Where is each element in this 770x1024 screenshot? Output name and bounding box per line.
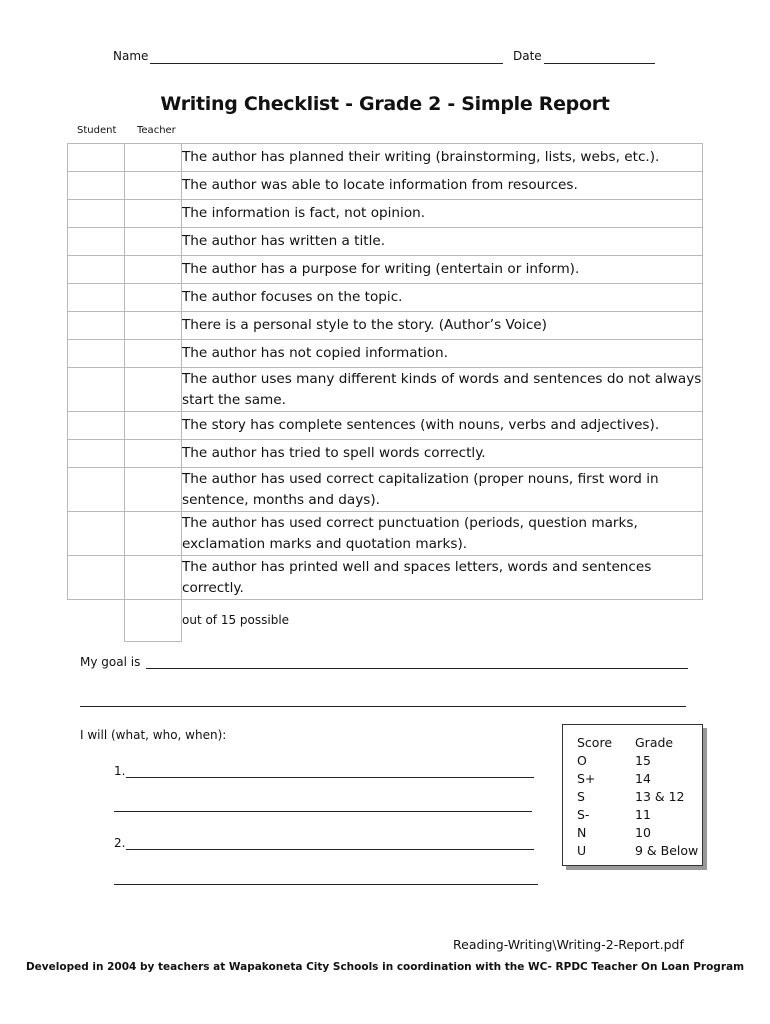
grade-value: 15 <box>635 753 651 768</box>
teacher-checkbox[interactable] <box>125 284 182 312</box>
score-header: Score <box>577 735 613 750</box>
criterion-text: The author has used correct punctuation (periods, question marks, exclamation marks and quotation marks). <box>182 512 703 556</box>
plan-item-2-line-2[interactable] <box>114 884 538 885</box>
student-checkbox[interactable] <box>68 368 125 412</box>
criterion-text: The author has printed well and spaces letters, words and sentences correctly. <box>182 556 703 600</box>
total-label: out of 15 possible <box>182 613 290 627</box>
student-checkbox[interactable] <box>68 340 125 368</box>
plan-item-1-line-2[interactable] <box>114 811 532 812</box>
grade-value: 13 & 12 <box>635 789 685 804</box>
plan-item-1-line[interactable] <box>126 777 534 778</box>
goal-line[interactable] <box>146 668 688 669</box>
date-field[interactable] <box>544 63 655 64</box>
goal-line-2[interactable] <box>80 706 686 707</box>
criterion-text: The author was able to locate information from resources. <box>182 172 703 200</box>
criterion-text: There is a personal style to the story. (Author’s Voice) <box>182 312 703 340</box>
criterion-text: The author focuses on the topic. <box>182 284 703 312</box>
grade-value: 9 & Below <box>635 843 699 858</box>
teacher-column-label: Teacher <box>137 125 176 136</box>
criterion-text: The information is fact, not opinion. <box>182 200 703 228</box>
goal-label: My goal is <box>80 655 141 669</box>
plan-item-1-label: 1. <box>114 764 126 778</box>
criterion-text: The author uses many different kinds of words and sentences do not always start the same. <box>182 368 703 412</box>
grade-value: 11 <box>635 807 651 822</box>
teacher-checkbox[interactable] <box>125 144 182 172</box>
criterion-text: The author has planned their writing (brainstorming, lists, webs, etc.). <box>182 144 703 172</box>
score-value: U <box>577 843 587 858</box>
name-label: Name <box>113 49 149 63</box>
student-checkbox[interactable] <box>68 200 125 228</box>
teacher-checkbox[interactable] <box>125 172 182 200</box>
teacher-checkbox[interactable] <box>125 256 182 284</box>
teacher-checkbox[interactable] <box>125 368 182 412</box>
table-row <box>68 440 703 468</box>
score-grade-table <box>562 724 703 866</box>
teacher-checkbox[interactable] <box>125 512 182 556</box>
checklist-table <box>67 143 703 642</box>
score-value: S <box>577 789 585 804</box>
score-value: N <box>577 825 587 840</box>
criterion-text: The story has complete sentences (with nouns, verbs and adjectives). <box>182 412 703 440</box>
file-path: Reading-Writing\Writing-2-Report.pdf <box>453 937 684 952</box>
student-checkbox[interactable] <box>68 144 125 172</box>
student-checkbox[interactable] <box>68 440 125 468</box>
teacher-checkbox[interactable] <box>125 556 182 600</box>
teacher-checkbox[interactable] <box>125 440 182 468</box>
grade-value: 14 <box>635 771 651 786</box>
criterion-text: The author has used correct capitalization (proper nouns, first word in sentence, months and days). <box>182 468 703 512</box>
plan-item-2-line[interactable] <box>126 849 534 850</box>
teacher-checkbox[interactable] <box>125 412 182 440</box>
criterion-text: The author has tried to spell words correctly. <box>182 440 703 468</box>
teacher-checkbox[interactable] <box>125 340 182 368</box>
total-row <box>68 600 703 642</box>
student-checkbox[interactable] <box>68 412 125 440</box>
table-row <box>68 340 703 368</box>
table-row <box>68 512 703 556</box>
total-score-box[interactable] <box>125 600 182 642</box>
student-checkbox[interactable] <box>68 512 125 556</box>
table-row <box>68 144 703 172</box>
grade-value: 10 <box>635 825 651 840</box>
criterion-text: The author has written a title. <box>182 228 703 256</box>
table-row <box>68 172 703 200</box>
student-checkbox[interactable] <box>68 256 125 284</box>
table-row <box>68 284 703 312</box>
name-field[interactable] <box>150 63 503 64</box>
student-checkbox[interactable] <box>68 312 125 340</box>
student-checkbox[interactable] <box>68 284 125 312</box>
date-label: Date <box>513 49 542 63</box>
teacher-checkbox[interactable] <box>125 312 182 340</box>
table-row <box>68 228 703 256</box>
will-label: I will (what, who, when): <box>80 728 227 742</box>
table-row <box>68 312 703 340</box>
table-row <box>68 200 703 228</box>
criterion-text: The author has a purpose for writing (entertain or inform). <box>182 256 703 284</box>
table-row <box>68 256 703 284</box>
table-row <box>68 412 703 440</box>
table-row <box>68 556 703 600</box>
plan-item-2-label: 2. <box>114 836 126 850</box>
score-value: S+ <box>577 771 596 786</box>
criterion-text: The author has not copied information. <box>182 340 703 368</box>
student-checkbox[interactable] <box>68 468 125 512</box>
teacher-checkbox[interactable] <box>125 200 182 228</box>
score-value: S- <box>577 807 590 822</box>
teacher-checkbox[interactable] <box>125 468 182 512</box>
score-value: O <box>577 753 587 768</box>
page-title: Writing Checklist - Grade 2 - Simple Report <box>160 93 610 115</box>
table-row <box>68 368 703 412</box>
table-row <box>68 468 703 512</box>
student-checkbox[interactable] <box>68 228 125 256</box>
student-column-label: Student <box>77 125 117 136</box>
grade-header: Grade <box>635 735 674 750</box>
developed-credit: Developed in 2004 by teachers at Wapakoneta City Schools in coordination with the WC- RPDC Teacher On Loan Program <box>25 961 745 973</box>
student-checkbox[interactable] <box>68 172 125 200</box>
student-checkbox[interactable] <box>68 556 125 600</box>
teacher-checkbox[interactable] <box>125 228 182 256</box>
